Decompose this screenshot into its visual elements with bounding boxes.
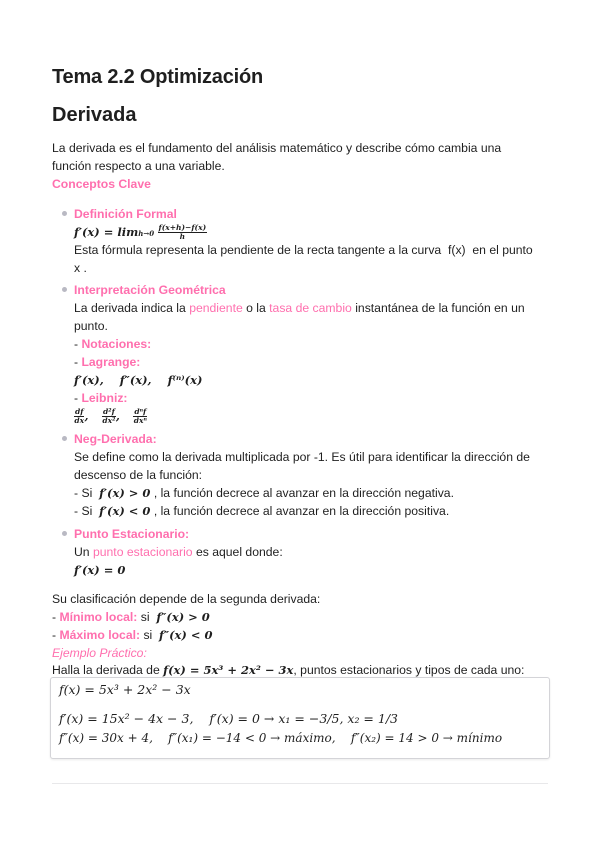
bullet-icon bbox=[62, 436, 67, 441]
minimo-line: - Mínimo local: si f″(x) > 0 bbox=[52, 610, 210, 624]
definicion-desc-line-1: Esta fórmula representa la pendiente de la recta tangente a la curva f(x) en el punto bbox=[74, 243, 533, 257]
neg-case-negative: - Si f′(x) < 0 , la función decrece al avanzar en la dirección positiva. bbox=[74, 504, 450, 518]
conceptos-clave-label: Conceptos Clave bbox=[52, 177, 151, 191]
bullet-icon bbox=[62, 287, 67, 292]
ejemplo-label: Ejemplo Práctico: bbox=[52, 646, 147, 660]
maximo-line: - Máximo local: si f″(x) < 0 bbox=[52, 628, 213, 642]
definicion-item bbox=[74, 205, 544, 277]
neg-line-2: descenso de la función: bbox=[74, 468, 203, 482]
interpretacion-item bbox=[74, 281, 544, 427]
bullet-icon bbox=[62, 211, 67, 216]
interpretacion-line-2: punto. bbox=[74, 319, 108, 333]
lagrange-formula: f′(x), f″(x), f⁽ⁿ⁾(x) bbox=[74, 373, 203, 387]
clasificacion-text: Su clasificación depende de la segunda derivada: bbox=[52, 592, 321, 606]
estacionario-line: Un punto estacionario es aquel donde: bbox=[74, 545, 283, 559]
neg-case-positive: - Si f′(x) > 0 , la función decrece al avanzar en la dirección negativa. bbox=[74, 486, 454, 500]
section-heading: Derivada bbox=[52, 104, 137, 126]
lagrange-line: - Lagrange: bbox=[74, 355, 141, 369]
ejemplo-prompt: Halla la derivada de f(x) = 5x³ + 2x² − 3x, puntos estacionarios y tipos de cada uno: bbox=[52, 663, 525, 677]
equation-line-2: f′(x) = 15x² − 4x − 3, f′(x) = 0 → x₁ = −3/5, x₂ = 1/3 bbox=[59, 711, 398, 726]
neg-derivada-item bbox=[74, 430, 544, 520]
tasa-highlight: tasa de cambio bbox=[269, 301, 352, 315]
equation-block bbox=[50, 677, 550, 759]
intro-line-1: La derivada es el fundamento del análisis matemático y describe cómo cambia una bbox=[52, 141, 502, 155]
punto-estacionario-highlight: punto estacionario bbox=[92, 545, 193, 559]
estacionario-label: Punto Estacionario: bbox=[74, 527, 190, 541]
neg-derivada-label: Neg-Derivada: bbox=[74, 432, 157, 446]
divider bbox=[52, 783, 548, 784]
definicion-desc-line-2: x . bbox=[74, 261, 87, 275]
definicion-label: Definición Formal bbox=[74, 207, 177, 221]
equation-line-1: f(x) = 5x³ + 2x² − 3x bbox=[59, 682, 191, 697]
interpretacion-line-1: La derivada indica la pendiente o la tasa de cambio instantánea de la función en un bbox=[74, 301, 525, 315]
pendiente-highlight: pendiente bbox=[189, 301, 243, 315]
definicion-fraction: $\frac{f(x+h)-f(x)}{h}$ bbox=[158, 223, 207, 242]
estacionario-formula: f′(x) = 0 bbox=[74, 563, 126, 577]
estacionario-item bbox=[74, 525, 544, 579]
leibniz-line: - Leibniz: bbox=[74, 391, 128, 405]
neg-line-1: Se define como la derivada multiplicada por -1. Es útil para identificar la dirección de bbox=[74, 450, 530, 464]
intro-line-2: función respecto a una variable. bbox=[52, 159, 225, 173]
leibniz-formula: $\frac{df}{dx}$ , $\frac{\text{d²f}}{\text{dx²}}$ , $\frac{\text{dⁿf}}{\text{dxⁿ}}$ bbox=[74, 407, 147, 426]
bullet-icon bbox=[62, 531, 67, 536]
definicion-formula: f′(x) = limh→0 $\frac{f(x+h)-f(x)}{h}$ bbox=[74, 223, 207, 242]
equation-line-3: f″(x) = 30x + 4, f″(x₁) = −14 < 0 → máximo, f″(x₂) = 14 > 0 → mínimo bbox=[59, 731, 503, 745]
notaciones-line: - Notaciones: bbox=[74, 337, 152, 351]
page-title: Tema 2.2 Optimización bbox=[52, 66, 264, 88]
interpretacion-label: Interpretación Geométrica bbox=[74, 283, 226, 297]
